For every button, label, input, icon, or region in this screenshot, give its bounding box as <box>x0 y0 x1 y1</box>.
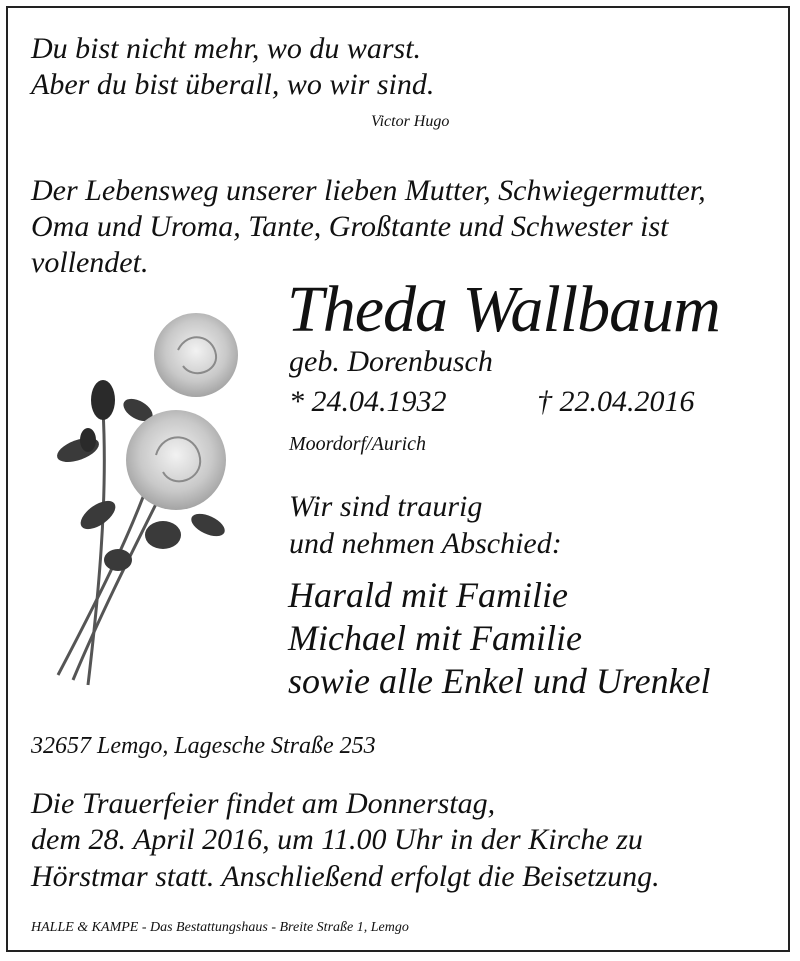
intro-line-2: Oma und Uroma, Tante, Großtante und Schwester ist <box>31 210 669 243</box>
undertaker-footer: HALLE & KAMPE - Das Bestattungshaus - Breite Straße 1, Lemgo <box>31 920 409 935</box>
service-line-2: dem 28. April 2016, um 11.00 Uhr in der Kirche zu <box>31 823 643 856</box>
service-line-1: Die Trauerfeier findet am Donnerstag, <box>31 787 496 820</box>
birth-name: geb. Dorenbusch <box>289 345 493 378</box>
deceased-name: Theda Wallbaum <box>287 273 720 346</box>
mourning-line-1: Wir sind traurig <box>289 490 483 523</box>
service-line-3: Hörstmar statt. Anschließend erfolgt die Beisetzung. <box>31 860 660 893</box>
quote-line-2: Aber du bist überall, wo wir sind. <box>31 68 435 101</box>
intro-line-1: Der Lebensweg unserer lieben Mutter, Schwiegermutter, <box>31 174 706 207</box>
birth-date: * 24.04.1932 <box>289 385 447 418</box>
quote-line-1: Du bist nicht mehr, wo du warst. <box>31 32 422 65</box>
mourner-harald: Harald mit Familie <box>288 575 568 615</box>
roses-illustration <box>18 300 276 690</box>
quote-author: Victor Hugo <box>371 113 450 130</box>
family-address: 32657 Lemgo, Lagesche Straße 253 <box>31 733 376 759</box>
mourning-line-2: und nehmen Abschied: <box>289 527 562 560</box>
death-date: † 22.04.2016 <box>537 385 695 418</box>
mourner-michael: Michael mit Familie <box>288 618 582 658</box>
place-of-origin: Moordorf/Aurich <box>289 433 427 455</box>
mourner-grandchildren: sowie alle Enkel und Urenkel <box>288 661 711 701</box>
intro-line-3: vollendet. <box>31 246 149 279</box>
